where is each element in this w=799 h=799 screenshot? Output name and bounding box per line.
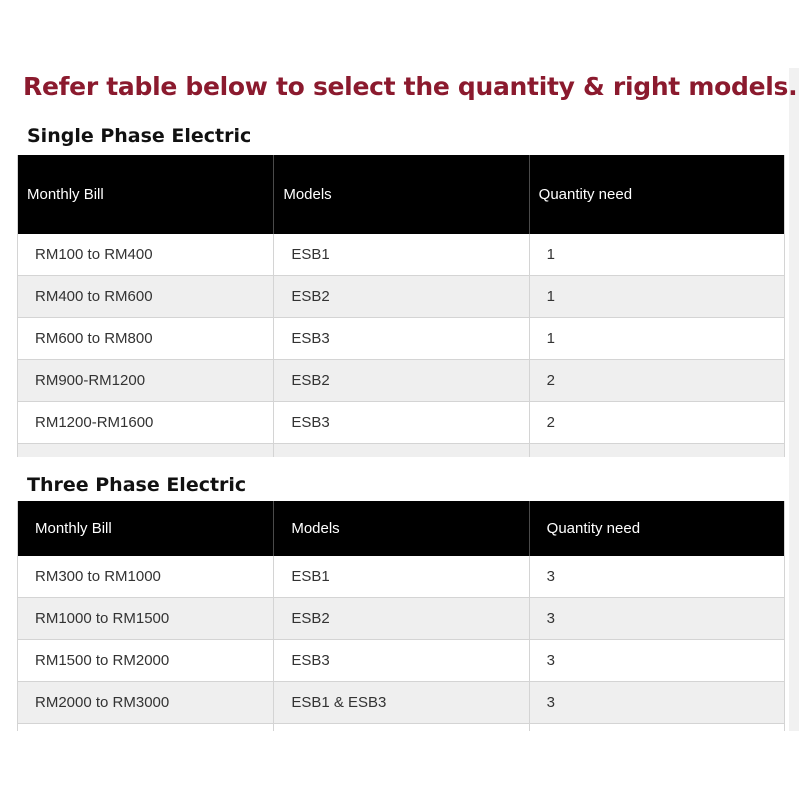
page-edge-strip	[789, 68, 799, 731]
cell-empty	[273, 724, 528, 731]
three-phase-table	[17, 501, 785, 731]
cell-quantity: 2	[529, 360, 784, 401]
cell-model: ESB1	[273, 556, 528, 597]
single-phase-title: Single Phase Electric	[27, 125, 252, 147]
cell-quantity: 3	[529, 556, 784, 597]
cell-quantity: 3	[529, 640, 784, 681]
header-quantity-need: Quantity need	[529, 155, 784, 234]
cell-monthly-bill: RM900-RM1200	[35, 372, 146, 389]
cell-model: ESB3	[273, 318, 528, 359]
header-monthly-bill: Monthly Bill	[35, 520, 112, 537]
cell-empty	[18, 444, 273, 457]
cell-empty	[273, 444, 528, 457]
cell-monthly-bill: RM300 to RM1000	[35, 568, 161, 585]
cell-model: ESB2	[273, 360, 528, 401]
cell-model: ESB1 & ESB3	[273, 682, 528, 723]
cell-quantity: 1	[529, 234, 784, 275]
table-row	[18, 682, 784, 724]
cell-quantity: 2	[529, 402, 784, 443]
cell-monthly-bill: RM100 to RM400	[35, 246, 153, 263]
cell-model: ESB3	[273, 402, 528, 443]
cell-quantity: 3	[529, 682, 784, 723]
cell-quantity: 1	[529, 318, 784, 359]
cell-quantity: 3	[529, 598, 784, 639]
three-phase-title: Three Phase Electric	[27, 474, 247, 496]
cell-model: ESB3	[273, 640, 528, 681]
table-row	[18, 318, 784, 360]
header-models: Models	[273, 155, 528, 234]
table-row	[18, 598, 784, 640]
table-header-row	[18, 501, 784, 556]
cell-monthly-bill: RM1500 to RM2000	[35, 652, 170, 669]
cell-empty	[529, 444, 784, 457]
page-headline: Refer table below to select the quantity & right models.	[23, 72, 798, 101]
header-quantity-need: Quantity need	[529, 501, 784, 556]
table-row	[18, 556, 784, 598]
table-row	[18, 640, 784, 682]
cell-model: ESB1	[273, 234, 528, 275]
cell-empty	[529, 724, 784, 731]
cell-monthly-bill: RM2000 to RM3000	[35, 694, 170, 711]
cell-model: ESB2	[273, 598, 528, 639]
header-models: Models	[273, 501, 528, 556]
table-row	[18, 234, 784, 276]
single-phase-table	[17, 155, 785, 457]
table-row-cutoff	[18, 444, 784, 457]
cell-monthly-bill: RM1200-RM1600	[35, 414, 154, 431]
table-row	[18, 276, 784, 318]
table-row-cutoff	[18, 724, 784, 731]
cell-monthly-bill: RM600 to RM800	[35, 330, 153, 347]
cell-monthly-bill: RM400 to RM600	[35, 288, 153, 305]
table-row	[18, 360, 784, 402]
cell-quantity: 1	[529, 276, 784, 317]
cell-model: ESB2	[273, 276, 528, 317]
header-monthly-bill: Monthly Bill	[27, 186, 104, 203]
table-header-row	[18, 155, 784, 234]
table-row	[18, 402, 784, 444]
cell-monthly-bill: RM1000 to RM1500	[35, 610, 170, 627]
cell-empty	[18, 724, 273, 731]
